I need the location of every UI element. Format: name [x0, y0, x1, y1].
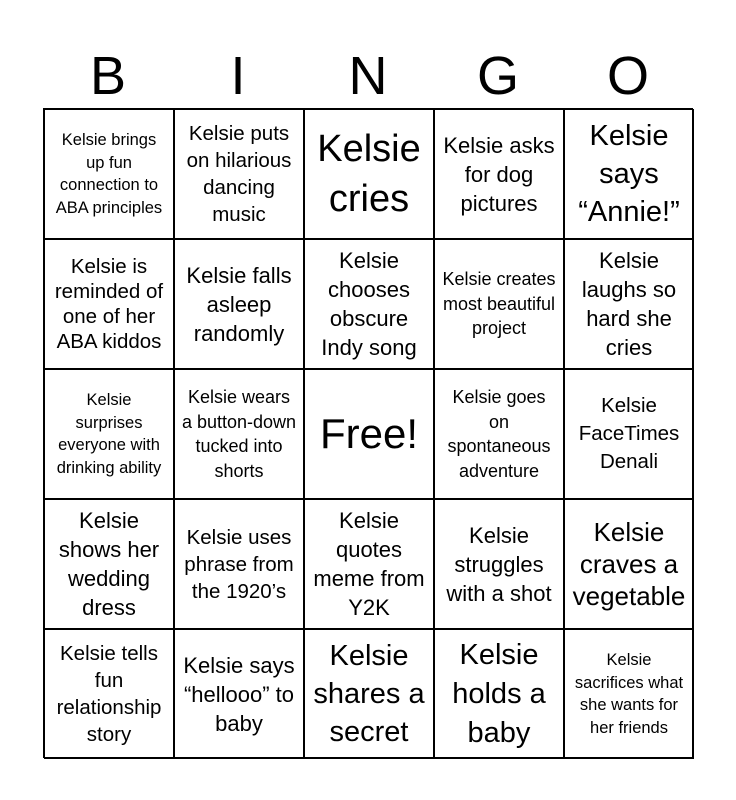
cell-text: Kelsie shares a secret — [313, 640, 425, 748]
bingo-grid — [43, 108, 693, 758]
bingo-cell — [174, 629, 304, 759]
bingo-cell — [174, 369, 304, 499]
bingo-cell — [434, 629, 564, 759]
cell-text: Kelsie chooses obscure Indy song — [321, 248, 417, 360]
cell-text: Kelsie sacrifices what she wants for her friends — [574, 651, 684, 737]
bingo-cell — [44, 369, 174, 499]
cell-text: Kelsie uses phrase from the 1920’s — [184, 525, 294, 603]
bingo-cell — [304, 499, 434, 629]
bingo-cell — [174, 109, 304, 239]
bingo-cell — [434, 369, 564, 499]
bingo-cell — [44, 499, 174, 629]
cell-text: Kelsie surprises everyone with drinking ability — [56, 391, 162, 477]
bingo-cell — [174, 239, 304, 369]
bingo-cell — [564, 109, 694, 239]
cell-text: Kelsie holds a baby — [452, 638, 546, 749]
cell-text: Kelsie puts on hilarious dancing music — [186, 122, 292, 226]
bingo-header — [43, 44, 693, 108]
bingo-cell — [304, 239, 434, 369]
bingo-free-cell — [304, 369, 434, 499]
bingo-cell — [564, 499, 694, 629]
cell-text: Kelsie is reminded of one of her ABA kiddos — [54, 255, 164, 353]
cell-text: Kelsie cries — [317, 128, 421, 220]
bingo-cell — [44, 239, 174, 369]
bingo-cell — [434, 109, 564, 239]
bingo-cell — [304, 109, 434, 239]
bingo-cell — [564, 629, 694, 759]
header-letter-n: N — [348, 46, 388, 106]
cell-text: Kelsie craves a vegetable — [572, 517, 686, 611]
cell-text: Kelsie tells fun relationship story — [56, 642, 162, 746]
bingo-cell — [44, 629, 174, 759]
cell-text: Kelsie goes on spontaneous adventure — [447, 387, 551, 481]
cell-text: Kelsie brings up fun connection to ABA principles — [55, 131, 163, 217]
cell-text: Kelsie laughs so hard she cries — [581, 248, 677, 360]
header-letter-i: I — [230, 46, 246, 106]
bingo-cell — [44, 109, 174, 239]
cell-text: Kelsie says “Annie!” — [578, 120, 680, 228]
bingo-cell — [564, 369, 694, 499]
cell-text: Kelsie shows her wedding dress — [58, 508, 160, 620]
cell-text: Kelsie FaceTimes Denali — [578, 394, 680, 473]
bingo-cell — [174, 499, 304, 629]
cell-text: Kelsie falls asleep randomly — [186, 262, 292, 346]
cell-text: Kelsie quotes meme from Y2K — [313, 508, 425, 620]
header-letter-g: G — [476, 46, 519, 106]
free-space-text: Free! — [319, 410, 419, 457]
header-letter-b: B — [89, 46, 127, 106]
cell-text: Kelsie asks for dog pictures — [443, 132, 555, 216]
cell-text: Kelsie says “hellooo” to baby — [183, 652, 295, 736]
cell-text: Kelsie creates most beautiful project — [442, 269, 556, 339]
header-letter-o: O — [606, 46, 649, 106]
bingo-cell — [434, 499, 564, 629]
cell-text: Kelsie struggles with a shot — [446, 522, 552, 606]
bingo-cell — [434, 239, 564, 369]
cell-text: Kelsie wears a button-down tucked into shorts — [181, 387, 297, 481]
bingo-cell — [564, 239, 694, 369]
bingo-cell — [304, 629, 434, 759]
